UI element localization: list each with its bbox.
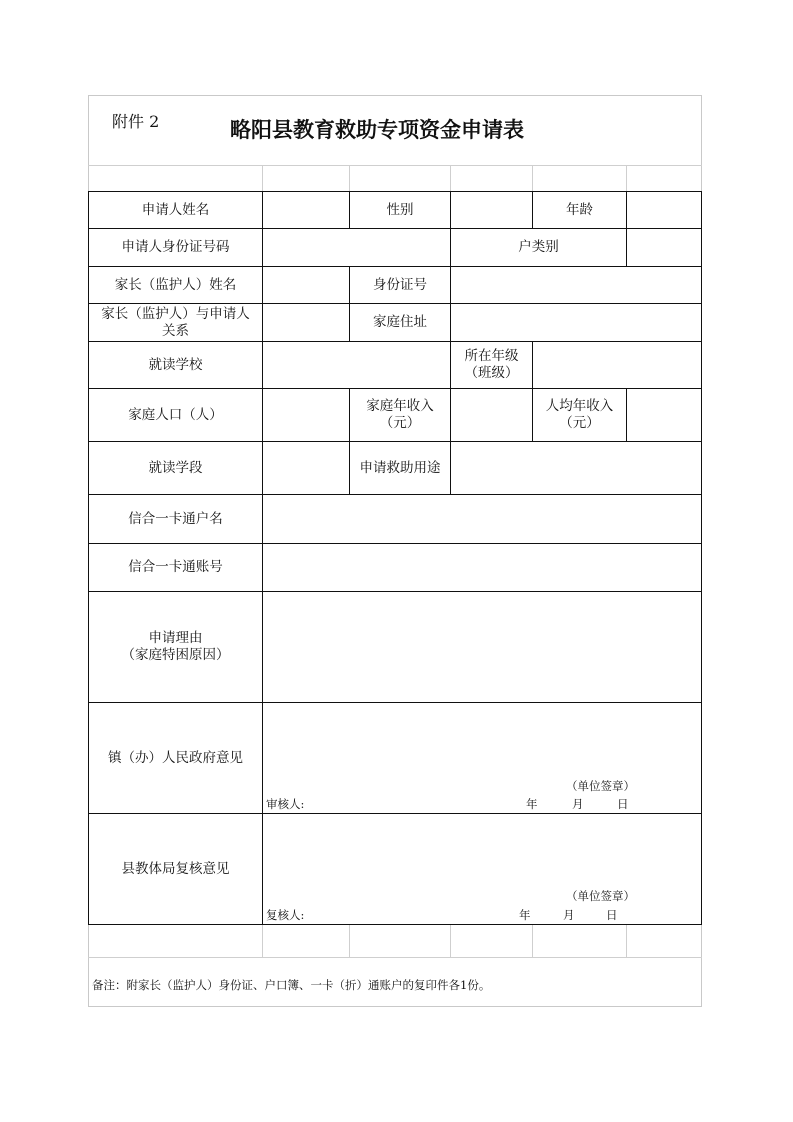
grade-label [451, 342, 532, 388]
attachment-label: 附件 2 [112, 112, 160, 131]
population-field[interactable] [263, 389, 349, 441]
reason-field[interactable] [263, 592, 701, 702]
stage-field[interactable] [263, 442, 349, 494]
grid-line-light [349, 165, 350, 191]
applicant-name-field[interactable] [263, 192, 349, 228]
applicant-id-label: 申请人身份证号码 [121, 239, 230, 255]
stage-label: 就读学段 [148, 459, 203, 476]
relation-field[interactable] [263, 304, 349, 341]
gender-field[interactable] [451, 192, 532, 228]
income-label-line2: （元） [379, 415, 421, 431]
grade-label-line1: 所在年级 [464, 348, 519, 364]
per-capita-label-line2: （元） [559, 415, 600, 431]
per-capita-field[interactable] [627, 389, 701, 441]
address-label: 家庭住址 [373, 314, 427, 330]
form-title: 略阳县教育救助专项资金申请表 [230, 117, 524, 142]
school-field[interactable] [263, 342, 450, 388]
relation-label-line2: 关系 [162, 322, 189, 339]
id-number-label: 身份证号 [373, 276, 427, 293]
county-year-label: 年 [519, 908, 531, 922]
grid-line-light [450, 165, 451, 191]
id-number-field[interactable] [451, 267, 701, 303]
income-label [350, 389, 450, 441]
county-day-label: 日 [606, 908, 618, 922]
applicant-id-field[interactable] [263, 229, 450, 266]
per-capita-label [533, 389, 626, 441]
county-month-label: 月 [563, 908, 575, 922]
grade-field[interactable] [533, 342, 701, 388]
town-seal-label: （单位签章） [566, 779, 635, 793]
town-opinion-field[interactable] [263, 703, 701, 813]
per-capita-label-line1: 人均年收入 [545, 398, 614, 414]
grid-line-light [626, 165, 627, 191]
grid-line-light [349, 924, 350, 957]
household-type-field[interactable] [627, 229, 701, 266]
footnote: 备注：附家长（监护人）身份证、户口簿、一卡（折）通账户的复印件各1份。 [92, 978, 491, 992]
town-month-label: 月 [572, 797, 584, 811]
guardian-name-field[interactable] [263, 267, 349, 303]
card-name-field[interactable] [263, 495, 701, 543]
guardian-name-label: 家长（监护人）姓名 [114, 276, 237, 293]
age-label: 年龄 [566, 201, 593, 218]
income-field[interactable] [451, 389, 532, 441]
county-opinion-field[interactable] [263, 814, 701, 924]
county-seal-label: （单位签章） [566, 889, 635, 903]
grade-label-line2: （班级） [464, 365, 519, 381]
grid-line-light [262, 924, 263, 957]
grid-line-light [626, 924, 627, 957]
grid-line-light [532, 924, 533, 957]
grid-line-light [88, 957, 702, 958]
relation-label-line1: 家长（监护人）与申请人 [101, 305, 250, 322]
school-label: 就读学校 [148, 356, 203, 373]
grid-line [701, 191, 702, 924]
town-day-label: 日 [617, 797, 629, 811]
card-name-label: 信合一卡通户名 [128, 510, 223, 527]
relation-label [89, 304, 262, 341]
town-opinion-label: 镇（办）人民政府意见 [108, 749, 243, 766]
reason-label-line1: 申请理由 [148, 630, 203, 646]
household-type-label: 户类别 [518, 239, 559, 255]
grid-line [88, 924, 702, 925]
county-reviewer-label: 复核人: [266, 908, 305, 922]
grid-line-light [88, 165, 702, 166]
town-reviewer-label: 审核人: [266, 797, 305, 811]
reason-label-line2: （家庭特困原因） [121, 647, 230, 663]
card-account-field[interactable] [263, 544, 701, 591]
purpose-label: 申请救助用途 [359, 459, 441, 476]
grid-line-light [450, 924, 451, 957]
town-year-label: 年 [526, 797, 538, 811]
county-opinion-label: 县教体局复核意见 [121, 860, 230, 877]
age-field[interactable] [627, 192, 701, 228]
gender-label: 性别 [386, 201, 414, 218]
purpose-field[interactable] [451, 442, 701, 494]
address-field[interactable] [451, 304, 701, 341]
card-account-label: 信合一卡通账号 [128, 559, 223, 575]
grid-line-light [262, 165, 263, 191]
income-label-line1: 家庭年收入 [366, 398, 434, 414]
reason-label [89, 592, 262, 702]
grid-line-light [532, 165, 533, 191]
applicant-name-label: 申请人姓名 [141, 201, 210, 218]
population-label: 家庭人口（人） [128, 406, 223, 423]
